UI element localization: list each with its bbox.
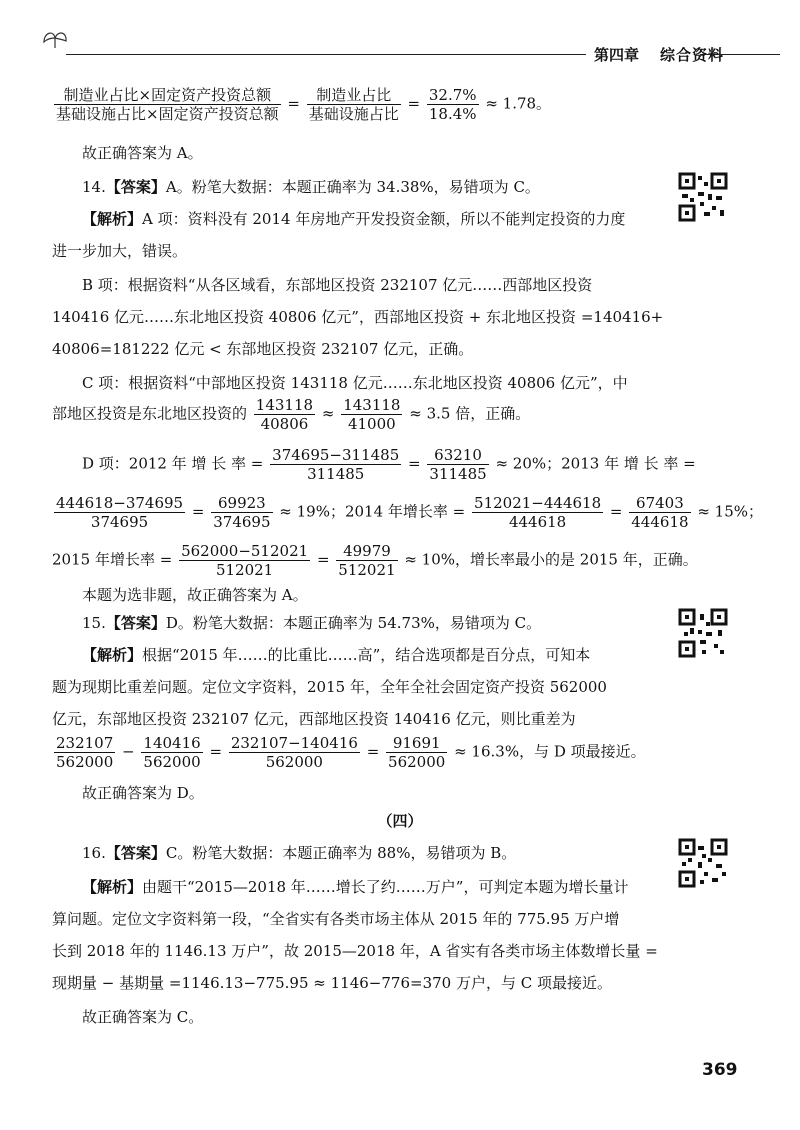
- q15-line1: 【解析】根据“2015 年……的比重比……高”，结合选项都是百分点，可知本: [82, 646, 591, 664]
- q14-answer: 14.【答案】A。粉笔大数据：本题正确率为 34.38%，易错项为 C。: [82, 178, 540, 196]
- analysis-label: 【解析】: [82, 646, 143, 664]
- q15-formula: $\frac{232107}{562000}$ − $\frac{140416}{562000}$ = $\frac{232107-140416}{562000}$ = $\frac{91691}{562000}$ ≈ 16.3%，与 D 项最接近。: [56, 734, 646, 771]
- q14-d-line2: $\frac{444618-374695}{374695}$ = $\frac{69923}{374695}$ ≈ 19%；2014 年增长率 = $\frac{512021-444618}{444618}$ = $\frac{67403}{444618}$ ≈ 15%；: [56, 494, 763, 531]
- fraction: $\frac{140416}{562000}$: [143, 734, 201, 771]
- answer-label: 【答案】: [105, 844, 166, 862]
- qr-code-icon[interactable]: [678, 838, 728, 888]
- fraction: $\frac{512021-444618}{444618}$: [474, 494, 602, 531]
- q14-a-line2: 进一步加大，错误。: [52, 242, 188, 260]
- q14-d-line3: 2015 年增长率 = $\frac{562000-512021}{512021}$ = $\frac{49979}{512021}$ ≈ 10%，增长率最小的是 2015 年，正确。: [52, 542, 698, 579]
- fraction: $\frac{32.7\%}{18.4\%}$: [428, 86, 477, 123]
- q15-answer: 15.【答案】D。粉笔大数据：本题正确率为 54.73%，易错项为 C。: [82, 614, 542, 632]
- fraction: $\frac{\text{制造业占比}}{\text{基础设施占比}}$: [308, 86, 399, 123]
- ratio-formula: $\frac{\text{制造业占比×固定资产投资总额}}{\text{基础设施占比×固定资产投资总额}}$ = $\frac{\text{制造业占比}}{\text{基础设施占比}}$ = $\frac{32.7\%}{18.4\%}$ ≈ 1.78。: [56, 86, 552, 123]
- fraction: $\frac{562000-512021}{512021}$: [181, 542, 309, 579]
- q15-conclusion: 故正确答案为 D。: [82, 784, 204, 802]
- fraction: $\frac{91691}{562000}$: [388, 734, 446, 771]
- q14-c-line1: C 项：根据资料“中部地区投资 143118 亿元……东北地区投资 40806 亿元”，中: [82, 374, 628, 392]
- fraction: $\frac{444618-374695}{374695}$: [56, 494, 184, 531]
- conclusion-text: 故正确答案为 A。: [82, 144, 203, 162]
- question-number: 16.: [82, 844, 106, 862]
- header-rule: [66, 54, 586, 55]
- q16-answer: 16.【答案】C。粉笔大数据：本题正确率为 88%，易错项为 B。: [82, 844, 517, 862]
- q14-b-line3: 40806=181222 亿元 < 东部地区投资 232107 亿元，正确。: [52, 340, 474, 358]
- section-title: （四）: [377, 812, 423, 830]
- q14-conclusion: 本题为选非题，故正确答案为 A。: [82, 586, 308, 604]
- qr-code-icon[interactable]: [678, 608, 728, 658]
- analysis-label: 【解析】: [82, 210, 143, 228]
- q16-conclusion: 故正确答案为 C。: [82, 1008, 204, 1026]
- fraction: $\frac{374695-311485}{311485}$: [272, 446, 400, 483]
- q15-line3: 亿元，东部地区投资 232107 亿元，西部地区投资 140416 亿元，则比重差为: [52, 710, 576, 728]
- analysis-label: 【解析】: [82, 878, 143, 896]
- fraction: $\frac{232107}{562000}$: [56, 734, 114, 771]
- q14-b-line2: 140416 亿元……东北地区投资 40806 亿元”，西部地区投资 + 东北地区投资 =140416+: [52, 308, 664, 326]
- q16-line2: 算问题。定位文字资料第一段，“全省实有各类市场主体从 2015 年的 775.95 万户增: [52, 910, 620, 928]
- q14-a-line1: 【解析】A 项：资料没有 2014 年房地产开发投资金额，所以不能判定投资的力度: [82, 210, 626, 228]
- fraction: $\frac{63210}{311485}$: [429, 446, 487, 483]
- chapter-label: 第四章: [594, 46, 640, 64]
- qr-code-icon[interactable]: [678, 172, 728, 222]
- fraction: $\frac{\text{制造业占比×固定资产投资总额}}{\text{基础设施占比×固定资产投资总额}}$: [56, 86, 279, 123]
- answer-label: 【答案】: [105, 178, 166, 196]
- fraction: $\frac{232107-140416}{562000}$: [230, 734, 358, 771]
- fraction: $\frac{143118}{41000}$: [343, 396, 401, 433]
- question-number: 15.: [82, 614, 106, 632]
- fraction: $\frac{49979}{512021}$: [338, 542, 396, 579]
- page-number: 369: [702, 1060, 738, 1080]
- q16-line1: 【解析】由题干“2015—2018 年……增长了约……万户”，可判定本题为增长量计: [82, 878, 629, 896]
- q16-line4: 现期量 − 基期量 =1146.13−775.95 ≈ 1146−776=370 万户，与 C 项最接近。: [52, 974, 612, 992]
- question-number: 14.: [82, 178, 106, 196]
- q14-b-line1: B 项：根据资料“从各区域看，东部地区投资 232107 亿元……西部地区投资: [82, 276, 593, 294]
- chapter-title: 综合资料: [660, 46, 725, 64]
- q15-line2: 题为现期比重差问题。定位文字资料，2015 年，全年全社会固定资产投资 562000: [52, 678, 607, 696]
- q14-c-line2: 部地区投资是东北地区投资的 $\frac{143118}{40806}$ ≈ $\frac{143118}{41000}$ ≈ 3.5 倍，正确。: [52, 396, 531, 433]
- q14-d-line1: D 项：2012 年 增 长 率 = $\frac{374695-311485}{311485}$ = $\frac{63210}{311485}$ ≈ 20%；2013 年 增 长 率 =: [82, 446, 696, 483]
- header-rule-right: [700, 54, 780, 55]
- fraction: $\frac{143118}{40806}$: [255, 396, 314, 433]
- fraction: $\frac{67403}{444618}$: [631, 494, 689, 531]
- fraction: $\frac{69923}{374695}$: [213, 494, 271, 531]
- q16-line3: 长到 2018 年的 1146.13 万户”，故 2015—2018 年，A 省实有各类市场主体数增长量 =: [52, 942, 658, 960]
- leaf-ornament-icon: [40, 28, 70, 50]
- answer-label: 【答案】: [105, 614, 166, 632]
